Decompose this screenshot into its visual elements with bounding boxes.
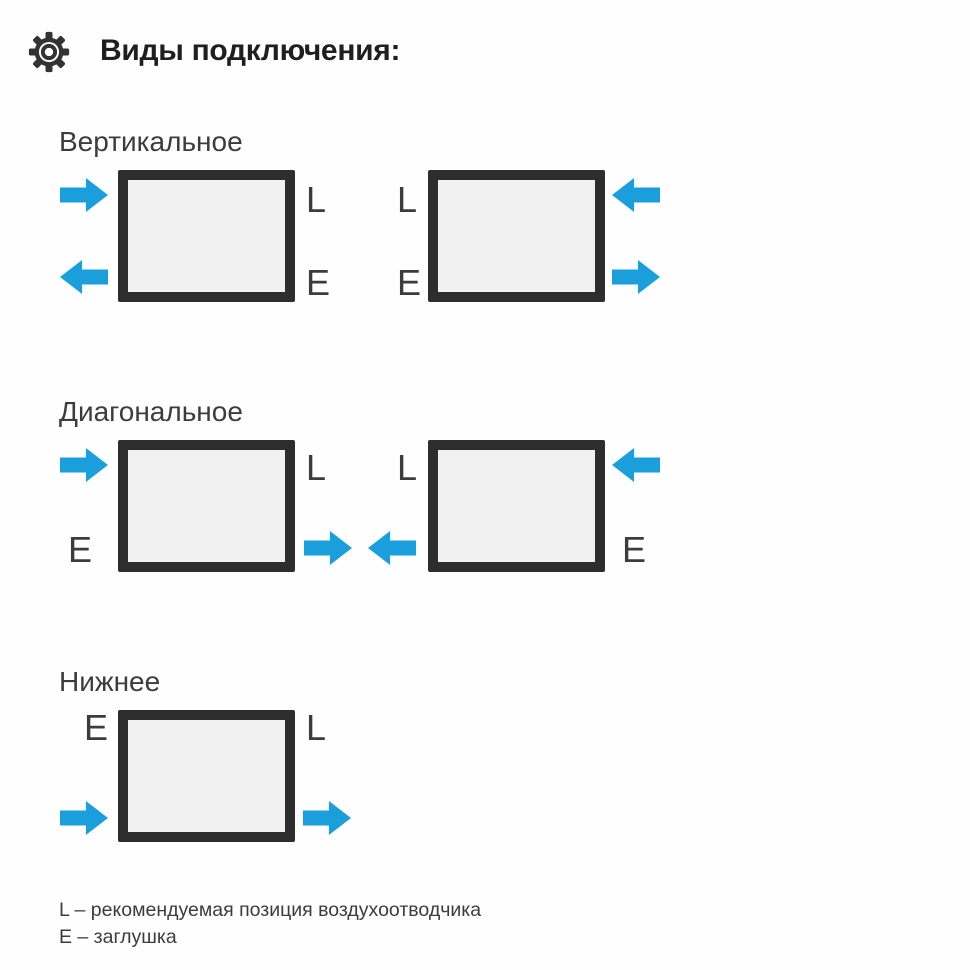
legend-line-e: E – заглушка [59, 926, 177, 948]
legend [59, 897, 481, 951]
flow-arrow-right-icon [303, 801, 351, 835]
section-title-vertical: Вертикальное [59, 126, 243, 157]
section-title-diagonal: Диагональное [59, 396, 243, 427]
flow-arrow-right-icon [60, 178, 108, 212]
flow-arrow-left-icon [612, 448, 660, 482]
section-title-bottom: Нижнее [59, 666, 161, 697]
flow-arrow-right-icon [612, 260, 660, 294]
radiator-box [428, 440, 605, 572]
flow-arrow-right-icon [60, 801, 108, 835]
port-label-e: E [397, 262, 422, 303]
port-label-l: L [306, 179, 327, 220]
gear-icon [28, 30, 70, 74]
port-label-l: L [306, 707, 327, 748]
flow-arrow-left-icon [60, 260, 108, 294]
radiator-box [118, 710, 295, 842]
radiator-box [428, 170, 605, 302]
port-label-l: L [397, 447, 418, 488]
port-label-e: E [622, 529, 647, 570]
radiator-box [118, 440, 295, 572]
port-label-l: L [397, 179, 418, 220]
flow-arrow-right-icon [60, 448, 108, 482]
port-label-e: E [68, 529, 93, 570]
flow-arrow-right-icon [304, 531, 352, 565]
port-label-l: L [306, 447, 327, 488]
port-label-e: E [84, 707, 109, 748]
radiator-box [118, 170, 295, 302]
flow-arrow-left-icon [612, 178, 660, 212]
page-title: Виды подключения: [100, 34, 401, 67]
legend-line-l: L – рекомендуемая позиция воздухоотводчика [59, 899, 482, 921]
port-label-e: E [306, 262, 331, 303]
flow-arrow-left-icon [368, 531, 416, 565]
